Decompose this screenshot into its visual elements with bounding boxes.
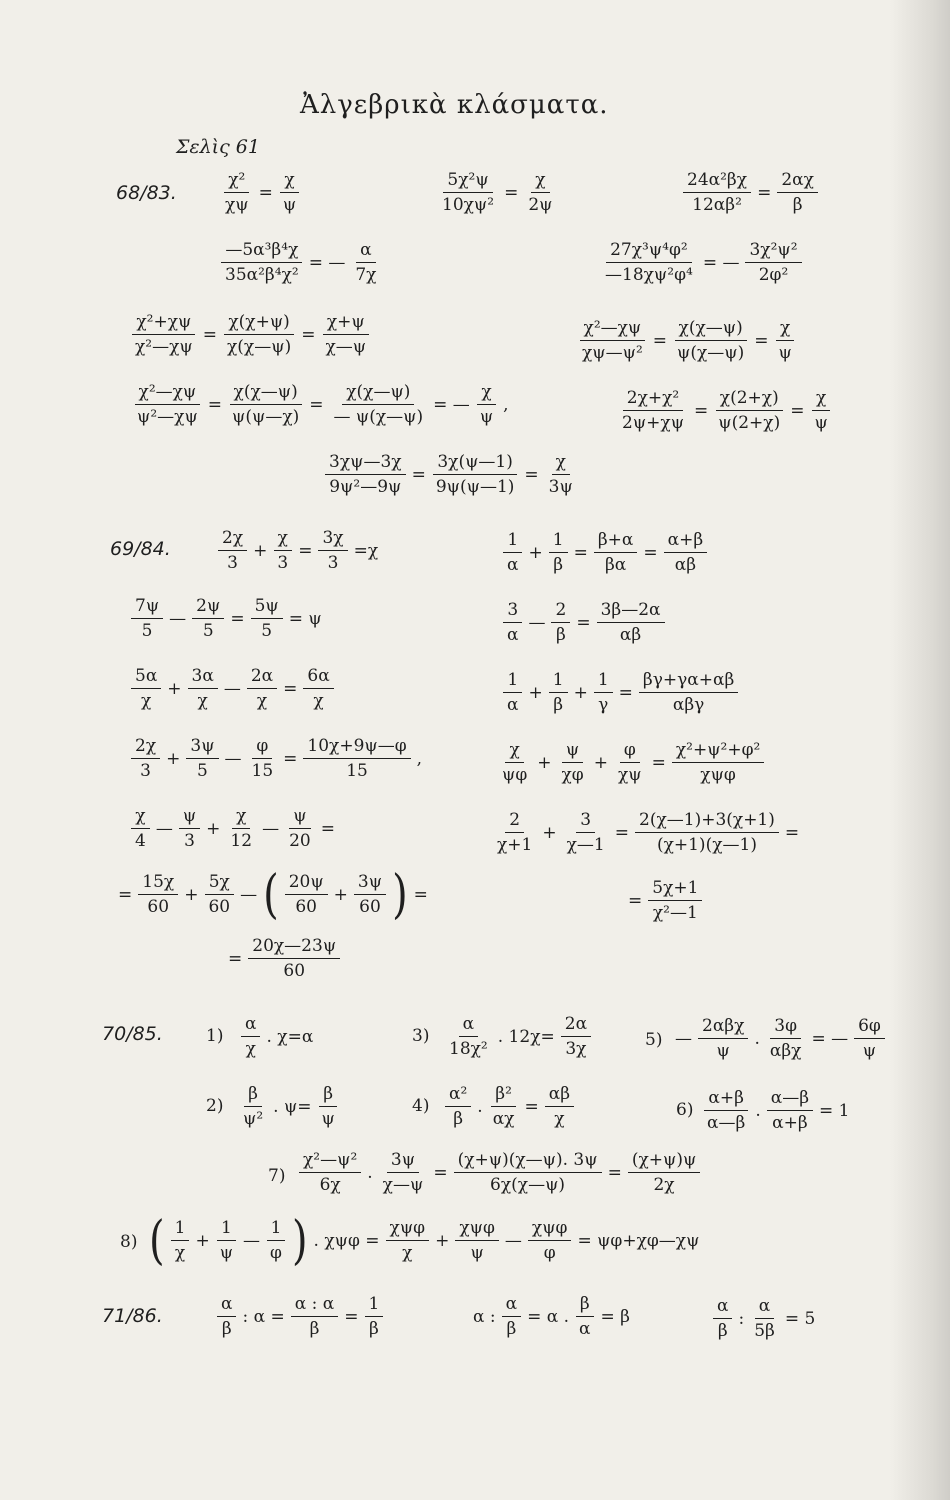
equation-69-12: = $\frac{5\chi+1}{\text{χ²—1}}$	[625, 878, 705, 923]
equation-69-4: 3 α — $\frac{2}{\beta}$ = $\frac{3\beta—2\alpha}{\alpha\beta}$	[500, 600, 668, 645]
equation-70-5: — 2αβχ ψ . 3φ αβχ = — 6φ ψ	[672, 1016, 888, 1061]
equation-70-2: β ψ² . ψ= $\frac{\beta}{\psi}$	[236, 1084, 342, 1129]
equation-69-10: 2 χ+1 + $\frac{3}{\chi—1}$ = $\frac{2(\chi—1)+3(\chi+1)}{(\chi+1)(\chi—1)}$ =	[497, 810, 800, 855]
equation-68-9: $\frac{\text{2χ+χ²}}{2\psi+\chi\psi}$ = $\frac{\chi(2+\chi)}{\psi(2+\chi)}$ = $\frac{\chi}{\psi}$	[615, 388, 835, 433]
equation-70-4: α² β . $\frac{\text{β²}}{\alpha\chi}$ = $\frac{\alpha\beta}{\chi}$	[442, 1084, 577, 1129]
equation-70-1: α χ . χ=α	[238, 1014, 316, 1059]
equation-68-2: $\frac{\text{5χ²ψ}}{\text{10χψ²}}$ = $\frac{\chi}{2\psi}$	[442, 170, 553, 215]
equation-70-7: χ²—ψ² 6χ . $\frac{3\psi}{\chi—\psi}$ = $\frac{(\chi+\psi)(\chi—\psi). 3\psi}{6\chi(\chi—\psi)}$ = $\frac{(\chi+\psi)\psi}{2\chi}$	[296, 1150, 703, 1195]
equation-69-3: 7ψ 5 — $\frac{2\psi}{5}$ = $\frac{5\psi}{5}$ = ψ	[128, 596, 325, 641]
item-label-4: 4)	[412, 1096, 430, 1116]
item-label-2: 2)	[206, 1096, 224, 1116]
equation-68-5: $\frac{\text{27χ³ψ⁴φ²}}{\text{—18χψ²φ⁴}}$ = — 3χ²ψ² 2φ²	[598, 240, 805, 285]
page-title: Ἀλγεβρικὰ κλάσματα.	[300, 90, 609, 120]
page-reference: Σελὶς 61	[176, 136, 260, 158]
equation-70-8: ( 1 χ + $\frac{1}{\psi}$ — 1 φ ) . χψφ = χψφ χ + χψφ ψ — χψφ φ = ψφ+χφ—χψ	[149, 1210, 700, 1271]
item-label-6: 6)	[676, 1100, 694, 1120]
item-label-5: 5)	[645, 1030, 663, 1050]
equation-71-1: α β : α = $\frac{\alpha : \alpha}{\beta}$ = $\frac{1}{\beta}$	[214, 1294, 386, 1339]
equation-68-8: $\frac{\text{χ²—χψ}}{\text{ψ²—χψ}}$ = $\frac{\chi(\chi—\psi)}{\psi(\psi—\chi)}$ = $\frac{\chi(\chi—\psi)}{— \psi(\chi—\psi)}$ = — χ ψ ,	[130, 382, 512, 427]
item-label-8: 8)	[120, 1232, 138, 1252]
equation-71-2: α : $\frac{\alpha}{\beta}$ = α . $\frac{\beta}{\alpha}$ = β	[473, 1294, 631, 1339]
equation-69-2: 1 α + $\frac{1}{\beta}$ = $\frac{\beta+\alpha}{\beta\alpha}$ = $\frac{\alpha+\beta}{\alpha\beta}$	[500, 530, 710, 575]
equation-69-11: = $\frac{15\chi}{60}$ + $\frac{5\chi}{60}$ — ( 20ψ 60 + $\frac{3\psi}{60}$ ) =	[118, 864, 428, 925]
equation-69-9: χ 4 — ψ 3 + $\frac{\chi}{12}$ — $\frac{\psi}{20}$ =	[128, 806, 338, 851]
item-label-7: 7)	[268, 1166, 286, 1186]
problem-label-70: 70/85.	[102, 1023, 163, 1045]
problem-label-68: 68/83.	[116, 182, 177, 204]
equation-69-6: 1 α + $\frac{1}{\beta}$ + $\frac{1}{\gamma}$ = βγ+γα+αβ αβγ	[500, 670, 741, 715]
equation-69-5: 5α χ + $\frac{3\alpha}{\chi}$ — $\frac{2\alpha}{\chi}$ = $\frac{6\alpha}{\chi}$	[128, 666, 337, 711]
equation-71-3: α β : $\frac{\alpha}{5\beta}$ = 5	[710, 1296, 818, 1341]
equation-69-1: 2χ 3 + $\frac{\chi}{3}$ = $\frac{3\chi}{3}$ =χ	[215, 528, 381, 573]
equation-68-7: $\frac{\text{χ²—χψ}}{\text{χψ—ψ²}}$ = $\frac{\chi(\chi—\psi)}{\psi(\chi—\psi)}$ = $\frac{\chi}{\psi}$	[575, 318, 799, 363]
item-label-3: 3)	[412, 1026, 430, 1046]
problem-label-69: 69/84.	[110, 538, 171, 560]
equation-68-1: $\frac{\text{χ²}}{\chi\psi}$ = $\frac{\chi}{\psi}$	[218, 170, 303, 215]
equation-68-3: $\frac{\text{24α²βχ}}{\text{12αβ²}}$ = $\frac{2\alpha\chi}{\beta}$	[680, 170, 821, 215]
item-label-1: 1)	[206, 1026, 224, 1046]
equation-68-10: $\frac{3\chi\psi—3\chi}{\text{9ψ²—9ψ}}$ = $\frac{3\chi(\psi—1)}{9\psi(\psi—1)}$ = $\frac{\chi}{3\psi}$	[322, 452, 580, 497]
equation-68-4: $\frac{\text{—5α³β⁴χ}}{\text{35α²β⁴χ²}}$ = — α 7χ	[218, 240, 383, 285]
equation-69-7: 2χ 3 + $\frac{3\psi}{5}$ — $\frac{\varphi}{15}$ = $\frac{10\chi+9\psi—\varphi}{15}$ ,	[128, 736, 425, 781]
problem-label-71: 71/86.	[102, 1305, 163, 1327]
equation-69-8: χ ψφ + $\frac{\psi}{\chi\varphi}$ + $\frac{\varphi}{\chi\psi}$ = χ²+ψ²+φ² χψφ	[495, 740, 767, 785]
page-edge-shadow	[890, 0, 950, 1500]
equation-70-6: α+β α—β . $\frac{\alpha—\beta}{\alpha+\beta}$ = 1	[700, 1088, 853, 1133]
equation-68-6: $\frac{\text{χ²+χψ}}{\text{χ²—χψ}}$ = $\frac{\chi(\chi+\psi)}{\chi(\chi—\psi)}$ = $\frac{\chi+\psi}{\chi—\psi}$	[128, 312, 373, 357]
equation-69-13: = $\frac{20\chi—23\psi}{60}$	[225, 936, 343, 981]
equation-70-3: α 18χ² . 12χ= $\frac{2\alpha}{3\chi}$	[442, 1014, 594, 1059]
